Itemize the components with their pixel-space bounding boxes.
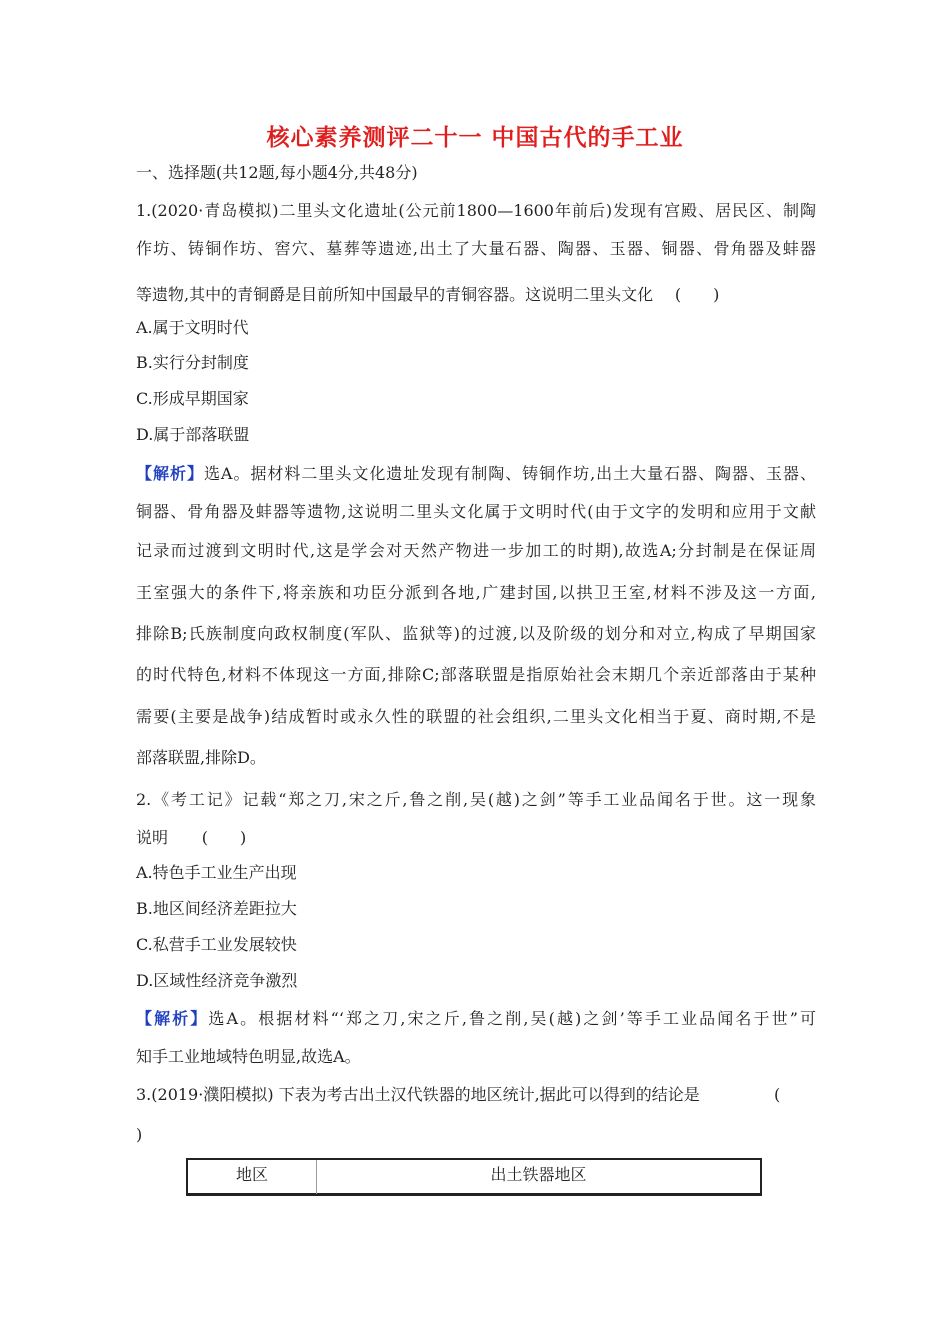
q2-stem-text: 说明: [136, 828, 169, 847]
q1-explanation-line-4: 王室强大的条件下,将亲族和功臣分派到各地,广建封国,以拱卫王室,材料不涉及这一方面,: [136, 583, 816, 602]
q2-stem-line-2: [136, 828, 816, 848]
table-header-iron-sites: 出土铁器地区: [490, 1165, 587, 1184]
page-title: 核心素养测评二十一 中国古代的手工业: [266, 125, 684, 151]
iron-artifacts-table: [186, 1158, 762, 1196]
q1-stem-text: 等遗物,其中的青铜爵是目前所知中国最早的青铜容器。这说明二里头文化: [136, 285, 654, 304]
q1-explanation-line-6: 的时代特色,材料不体现这一方面,排除C;部落联盟是指原始社会末期几个亲近部落由于某种: [136, 665, 816, 684]
q2-stem-line-1: 2.《考工记》记载“郑之刀,宋之斤,鲁之削,吴(越)之剑”等手工业品闻名于世。这一现象: [136, 790, 816, 809]
q1-stem-line-1: 1.(2020·青岛模拟)二里头文化遗址(公元前1800—1600年前后)发现有宫殿、居民区、制陶: [136, 201, 816, 220]
q3-stem-line-1: [136, 1085, 816, 1105]
q3-stem-text: 3.(2019·濮阳模拟) 下表为考古出土汉代铁器的地区统计,据此可以得到的结论是: [136, 1085, 700, 1104]
q1-explanation-line-7: 需要(主要是战争)结成暂时或永久性的联盟的社会组织,二里头文化相当于夏、商时期,不是: [136, 707, 816, 726]
q2-option-d: D.区域性经济竞争激烈: [136, 971, 298, 990]
section-heading: 一、选择题(共12题,每小题4分,共48分): [136, 163, 418, 182]
q2-option-a: A.特色手工业生产出现: [136, 863, 297, 882]
q1-answer-paren: ( ): [674, 285, 720, 304]
q2-option-b: B.地区间经济差距拉大: [136, 899, 297, 918]
q3-paren-close: ): [136, 1125, 143, 1144]
table-header-region: 地区: [188, 1160, 317, 1194]
q2-explanation-line-2: 知手工业地域特色明显,故选A。: [136, 1047, 361, 1066]
q2-answer-paren: ( ): [201, 828, 247, 847]
q2-explanation-line-1: 【解析】选A。根据材料“‘郑之刀,宋之斤,鲁之削,吴(越)之剑’等手工业品闻名于世”可: [136, 1009, 816, 1028]
q1-explanation-line-1: 【解析】选A。据材料二里头文化遗址发现有制陶、铸铜作坊,出土大量石器、陶器、玉器、: [136, 464, 816, 483]
q3-paren-open: (: [774, 1085, 781, 1104]
q1-stem-line-3: [136, 285, 816, 305]
q1-explanation-line-2: 铜器、骨角器及蚌器等遗物,这说明二里头文化属于文明时代(由于文字的发明和应用于文献: [136, 502, 816, 521]
q2-option-c: C.私营手工业发展较快: [136, 935, 297, 954]
q1-option-a: A.属于文明时代: [136, 318, 249, 337]
q2-jiexi-label: 【解析】: [136, 1009, 209, 1028]
q1-option-d: D.属于部落联盟: [136, 425, 250, 444]
q1-jiexi-label: 【解析】: [136, 464, 204, 483]
q1-explanation-line-3: 记录而过渡到文明时代,这是学会对天然产物进一步加工的时期),故选A;分封制是在保证周: [136, 541, 816, 560]
q1-stem-line-2: 作坊、铸铜作坊、窖穴、墓葬等遗迹,出土了大量石器、陶器、玉器、铜器、骨角器及蚌器: [136, 239, 816, 258]
q1-option-c: C.形成早期国家: [136, 389, 249, 408]
q1-option-b: B.实行分封制度: [136, 353, 249, 372]
q1-explanation-line-5: 排除B;氏族制度向政权制度(军队、监狱等)的过渡,以及阶级的划分和对立,构成了早期国家: [136, 624, 816, 643]
q1-explanation-line-8: 部落联盟,排除D。: [136, 748, 266, 767]
